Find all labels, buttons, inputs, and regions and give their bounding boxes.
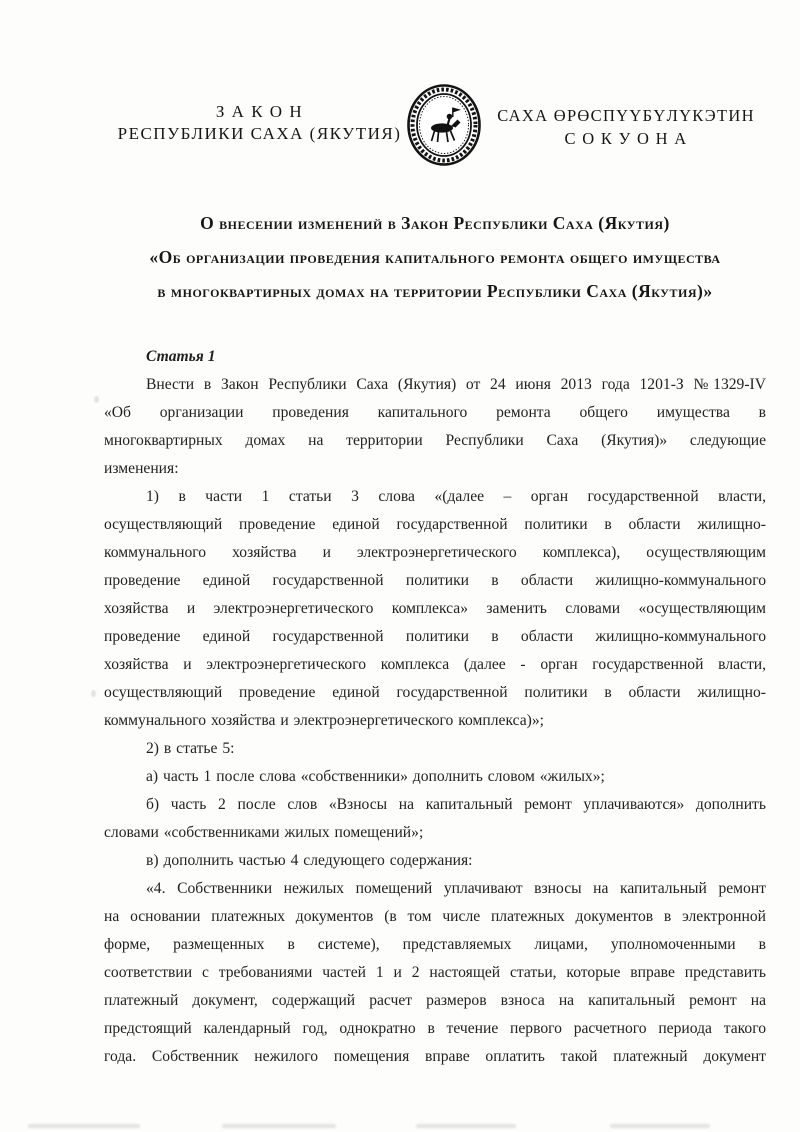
letterhead-word-law-ru: З А К О Н: [215, 102, 304, 121]
paragraph-7-line-6: предстоящий календарный год, однократно в течение первого расчетного периода такого: [104, 1020, 766, 1037]
scan-speck: [94, 396, 99, 403]
paragraph-7-line-4: соответствии с требованиями частей 1 и 2 настоящей статьи, которые вправе представить: [104, 964, 766, 981]
letterhead-sakha-title: [492, 104, 760, 150]
paragraph-2-line-7: хозяйства и электроэнергетического комплекса (далее - орган государственной власти,: [104, 656, 766, 673]
letterhead-republic-ru: РЕСПУБЛИКИ САХА (ЯКУТИЯ): [117, 124, 402, 143]
paragraph-1-line-2: «Об организации проведения капитального ремонта общего имущества в: [104, 404, 766, 421]
paragraph-2-line-9: коммунального хозяйства и электроэнергетического комплекса)»;: [104, 712, 544, 729]
paragraph-4-line-1: а) часть 1 после слова «собственники» дополнить словом «жилых»;: [146, 768, 605, 785]
paragraph-2-line-4: проведение единой государственной политики в области жилищно-коммунального: [104, 572, 766, 589]
scan-artifact: [416, 1124, 516, 1128]
paragraph-7-line-3: форме, размещенных в системе), представляемых лицами, уполномоченными в: [104, 936, 766, 953]
scan-artifact: [222, 1124, 336, 1128]
paragraph-2-line-3: коммунального хозяйства и электроэнергетического комплекса), осуществляющим: [104, 544, 766, 561]
paragraph-5-line-1: б) часть 2 после слов «Взносы на капитальный ремонт уплачиваются» дополнить: [146, 796, 766, 813]
paragraph-5-line-2: словами «собственниками жилых помещений»;: [104, 824, 424, 841]
article-body: [104, 343, 766, 1071]
document-title-line-2: «Об организации проведения капитального ремонта общего имущества: [149, 247, 721, 267]
letterhead-republic-sakha: САХА ӨРӨСПҮҮБҮЛҮКЭТИН: [497, 106, 755, 125]
scan-artifact: [610, 1124, 710, 1128]
article-1-heading: Статья 1: [146, 348, 216, 365]
paragraph-2-line-5: хозяйства и электроэнергетического комплекса» заменить словами «осуществляющим: [104, 600, 766, 617]
state-seal-icon: [406, 83, 482, 167]
paragraph-7-line-5: платежный документ, содержащий расчет размеров взноса на капитальный ремонт на: [104, 992, 766, 1009]
letterhead-word-law-sakha: С О К У О Н А: [564, 129, 688, 148]
paragraph-1-line-1: Внести в Закон Республики Саха (Якутия) от 24 июня 2013 года 1201-З №1329-IV: [146, 376, 766, 393]
paragraph-1-line-3: многоквартирных домах на территории Республики Саха (Якутия)» следующие: [104, 432, 766, 449]
document-title-line-3: в многоквартирных домах на территории Республики Саха (Якутия)»: [157, 281, 713, 301]
paragraph-7-line-2: на основании платежных документов (в том числе платежных документов в электронной: [104, 908, 766, 925]
letterhead-russian-title: [112, 101, 407, 145]
paragraph-3-line-1: 2) в статье 5:: [146, 740, 235, 757]
paragraph-2-line-8: осуществляющий проведение единой государственной политики в области жилищно-: [104, 684, 766, 701]
paragraph-2-line-6: проведение единой государственной политики в области жилищно-коммунального: [104, 628, 766, 645]
paragraph-6-line-1: в) дополнить частью 4 следующего содержания:: [146, 852, 473, 869]
document-title-line-1: О внесении изменений в Закон Республики Саха (Якутия): [200, 213, 670, 233]
paragraph-1-line-4: изменения:: [104, 460, 179, 477]
scan-artifact: [28, 1124, 140, 1128]
paragraph-7-line-1: «4. Собственники нежилых помещений уплачивают взносы на капитальный ремонт: [146, 880, 766, 897]
document-title: [105, 206, 765, 308]
paragraph-7-line-7: года. Собственник нежилого помещения вправе оплатить такой платежный документ: [104, 1048, 766, 1065]
scan-speck: [91, 690, 96, 697]
paragraph-2-line-2: осуществляющий проведение единой государственной политики в области жилищно-: [104, 516, 766, 533]
paragraph-2-line-1: 1) в части 1 статьи 3 слова «(далее – орган государственной власти,: [146, 488, 766, 505]
